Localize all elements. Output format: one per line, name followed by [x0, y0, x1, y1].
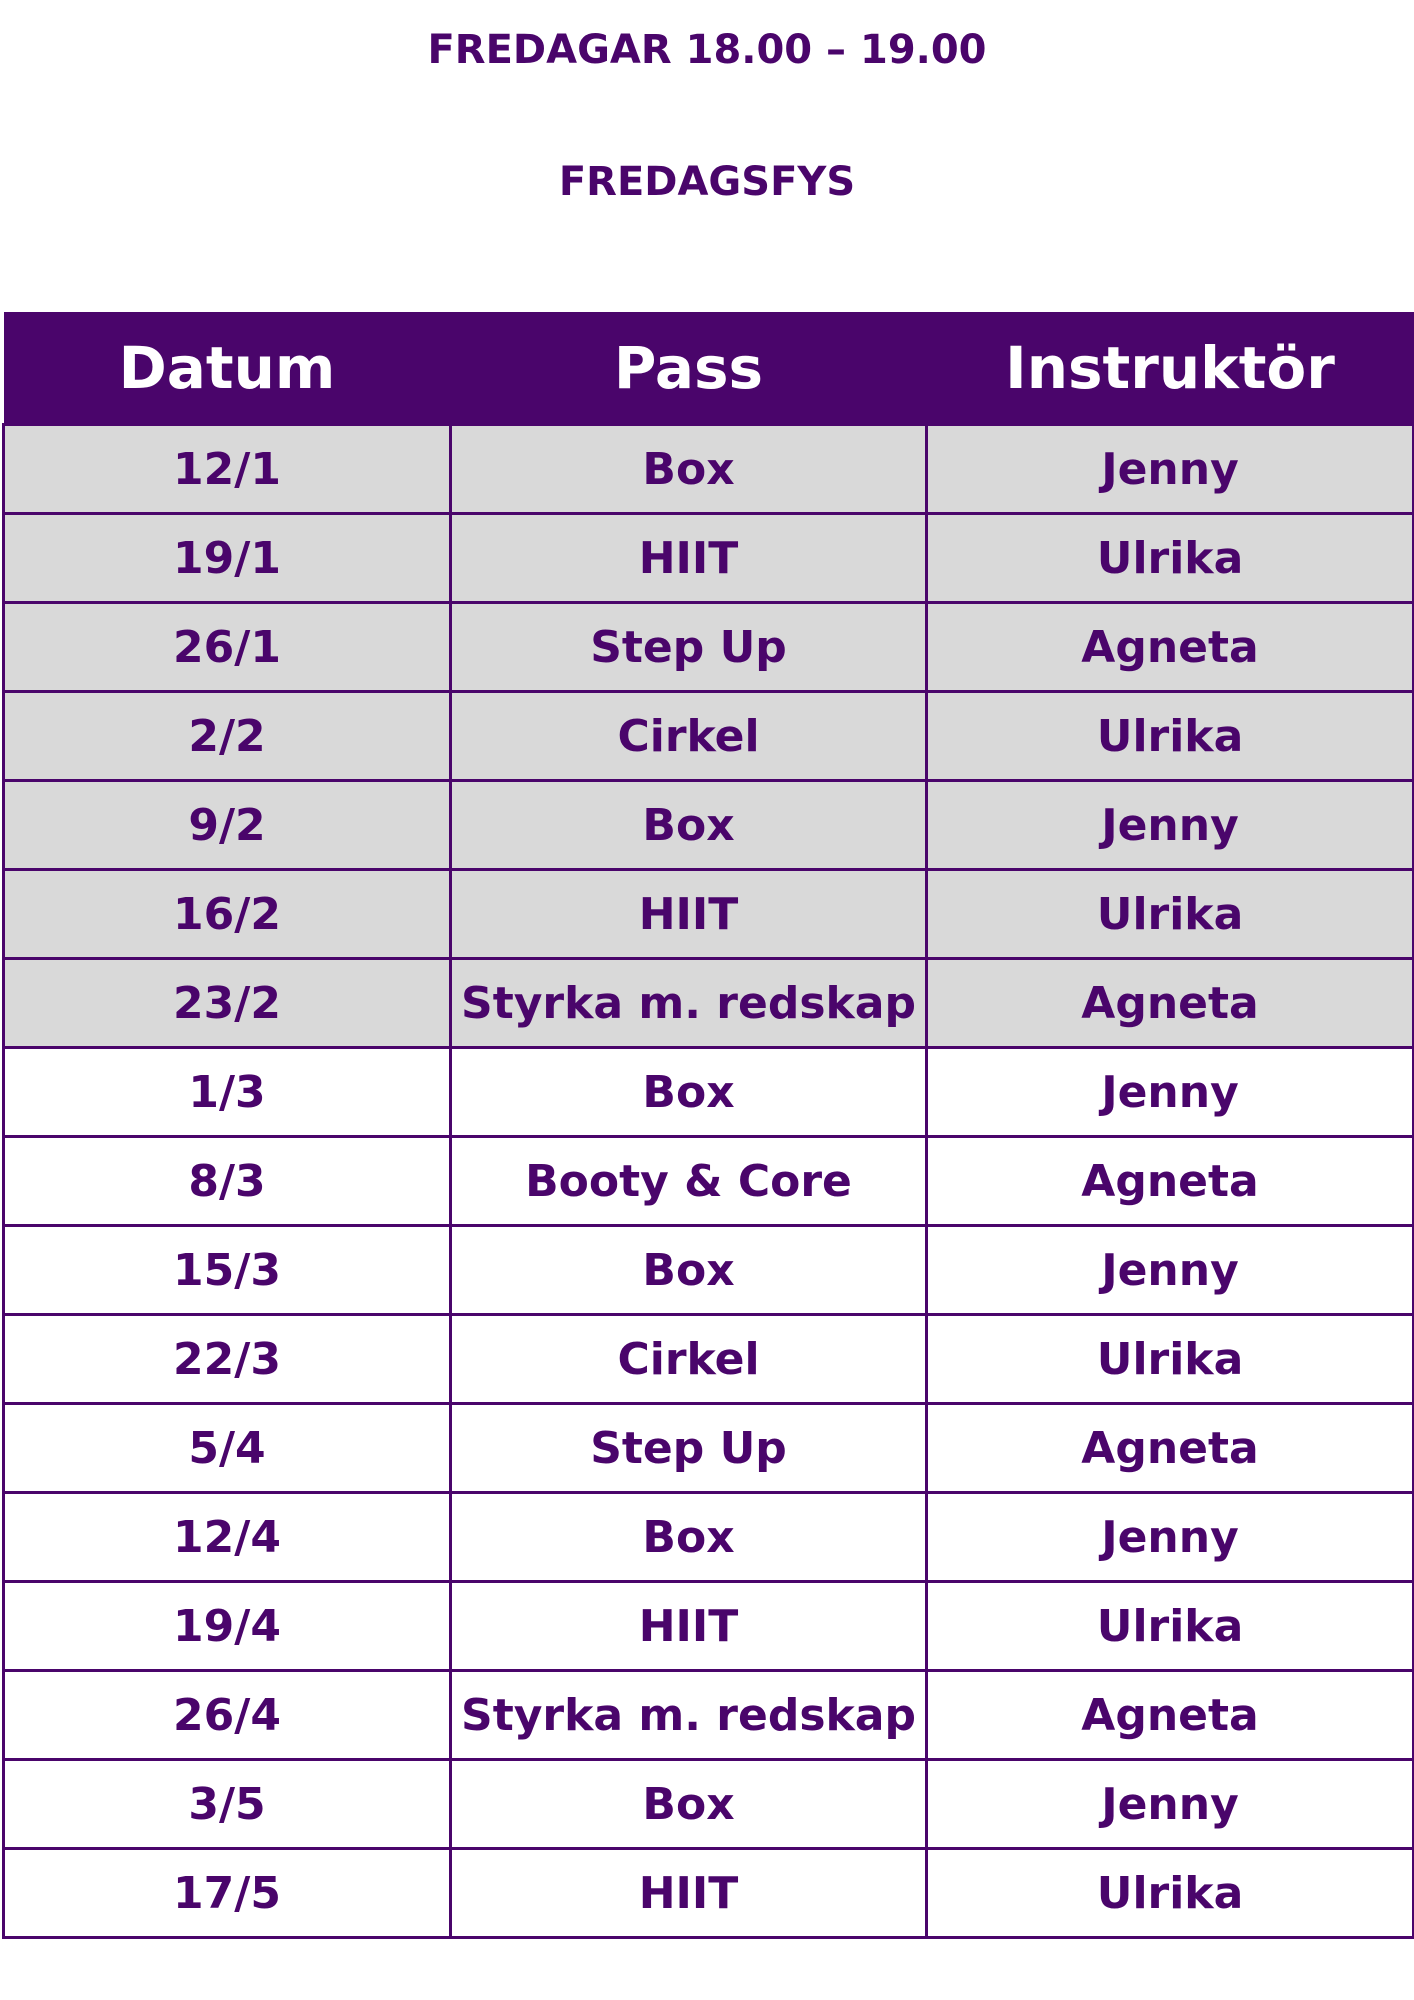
cell-pass: HIIT	[451, 870, 927, 959]
table-row	[4, 1671, 1414, 1760]
cell-pass: Styrka m. redskap	[451, 959, 927, 1048]
cell-pass: Box	[451, 425, 927, 514]
cell-pass: Step Up	[451, 1404, 927, 1493]
cell-pass: Cirkel	[451, 692, 927, 781]
cell-instruktor: Agneta	[927, 959, 1414, 1048]
cell-datum: 26/4	[4, 1671, 451, 1760]
table-row	[4, 425, 1414, 514]
table-row	[4, 959, 1414, 1048]
table-row	[4, 603, 1414, 692]
table-row	[4, 514, 1414, 603]
table-row	[4, 1760, 1414, 1849]
cell-instruktor: Jenny	[927, 1493, 1414, 1582]
cell-instruktor: Ulrika	[927, 870, 1414, 959]
table-row	[4, 1493, 1414, 1582]
cell-instruktor: Jenny	[927, 1048, 1414, 1137]
cell-instruktor: Ulrika	[927, 514, 1414, 603]
table-row	[4, 1404, 1414, 1493]
cell-pass: HIIT	[451, 1582, 927, 1671]
schedule-table	[2, 312, 1414, 1939]
cell-datum: 12/4	[4, 1493, 451, 1582]
header-row	[4, 312, 1414, 425]
cell-pass: Box	[451, 1226, 927, 1315]
cell-instruktor: Ulrika	[927, 1849, 1414, 1938]
cell-datum: 8/3	[4, 1137, 451, 1226]
cell-pass: Cirkel	[451, 1315, 927, 1404]
column-header-datum: Datum	[4, 312, 451, 425]
cell-pass: Styrka m. redskap	[451, 1671, 927, 1760]
cell-datum: 2/2	[4, 692, 451, 781]
table-header	[4, 312, 1414, 425]
cell-instruktor: Ulrika	[927, 1582, 1414, 1671]
cell-instruktor: Agneta	[927, 1671, 1414, 1760]
cell-datum: 1/3	[4, 1048, 451, 1137]
page-title-line-1: FREDAGAR 18.00 – 19.00	[427, 27, 987, 73]
cell-datum: 26/1	[4, 603, 451, 692]
cell-pass: HIIT	[451, 514, 927, 603]
cell-pass: Step Up	[451, 603, 927, 692]
cell-datum: 16/2	[4, 870, 451, 959]
table-row	[4, 1315, 1414, 1404]
cell-pass: Box	[451, 1760, 927, 1849]
cell-instruktor: Ulrika	[927, 692, 1414, 781]
table-row	[4, 781, 1414, 870]
cell-datum: 3/5	[4, 1760, 451, 1849]
cell-instruktor: Agneta	[927, 1404, 1414, 1493]
cell-pass: HIIT	[451, 1849, 927, 1938]
cell-pass: Booty & Core	[451, 1137, 927, 1226]
cell-datum: 23/2	[4, 959, 451, 1048]
cell-instruktor: Agneta	[927, 603, 1414, 692]
cell-instruktor: Jenny	[927, 1760, 1414, 1849]
cell-datum: 19/1	[4, 514, 451, 603]
cell-datum: 5/4	[4, 1404, 451, 1493]
table-row	[4, 1226, 1414, 1315]
cell-instruktor: Jenny	[927, 781, 1414, 870]
cell-instruktor: Jenny	[927, 425, 1414, 514]
table-row	[4, 692, 1414, 781]
table-row	[4, 870, 1414, 959]
cell-pass: Box	[451, 1048, 927, 1137]
cell-instruktor: Agneta	[927, 1137, 1414, 1226]
table-body	[4, 425, 1414, 1938]
cell-datum: 12/1	[4, 425, 451, 514]
page-title-line-2: FREDAGSFYS	[558, 159, 856, 205]
cell-datum: 22/3	[4, 1315, 451, 1404]
cell-datum: 19/4	[4, 1582, 451, 1671]
table-row	[4, 1849, 1414, 1938]
cell-instruktor: Jenny	[927, 1226, 1414, 1315]
column-header-pass: Pass	[451, 312, 927, 425]
cell-pass: Box	[451, 1493, 927, 1582]
column-header-instruktor: Instruktör	[927, 312, 1414, 425]
table-row	[4, 1048, 1414, 1137]
cell-instruktor: Ulrika	[927, 1315, 1414, 1404]
table-row	[4, 1137, 1414, 1226]
table-row	[4, 1582, 1414, 1671]
cell-datum: 17/5	[4, 1849, 451, 1938]
cell-datum: 15/3	[4, 1226, 451, 1315]
cell-datum: 9/2	[4, 781, 451, 870]
cell-pass: Box	[451, 781, 927, 870]
